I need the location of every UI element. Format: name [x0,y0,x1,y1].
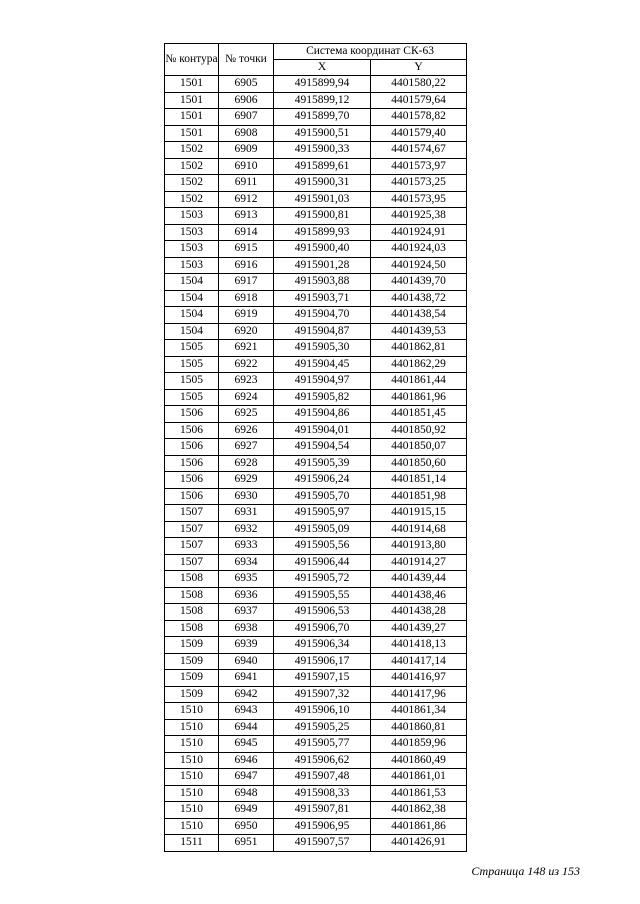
cell-y: 4401861,86 [371,818,467,835]
cell-x: 4915906,53 [274,604,371,621]
table-row [165,455,467,472]
cell-y: 4401573,25 [371,175,467,192]
cell-contour: 1502 [165,142,219,159]
cell-point: 6931 [219,505,274,522]
cell-contour: 1507 [165,505,219,522]
cell-point: 6919 [219,307,274,324]
table-row [165,241,467,258]
table-row [165,505,467,522]
cell-point: 6938 [219,620,274,637]
cell-point: 6906 [219,92,274,109]
table-row [165,356,467,373]
cell-x: 4915905,82 [274,389,371,406]
cell-y: 4401574,67 [371,142,467,159]
cell-x: 4915906,34 [274,637,371,654]
cell-y: 4401426,91 [371,835,467,852]
cell-contour: 1507 [165,521,219,538]
cell-x: 4915905,55 [274,587,371,604]
cell-contour: 1510 [165,785,219,802]
cell-x: 4915900,40 [274,241,371,258]
cell-point: 6950 [219,818,274,835]
cell-x: 4915899,70 [274,109,371,126]
cell-x: 4915900,51 [274,125,371,142]
cell-point: 6913 [219,208,274,225]
cell-point: 6911 [219,175,274,192]
cell-point: 6908 [219,125,274,142]
cell-x: 4915907,32 [274,686,371,703]
cell-contour: 1509 [165,670,219,687]
cell-contour: 1501 [165,76,219,93]
table-row [165,109,467,126]
cell-y: 4401914,68 [371,521,467,538]
cell-x: 4915906,17 [274,653,371,670]
table-row [165,406,467,423]
cell-point: 6905 [219,76,274,93]
cell-point: 6933 [219,538,274,555]
cell-y: 4401925,38 [371,208,467,225]
cell-x: 4915907,57 [274,835,371,852]
cell-x: 4915904,54 [274,439,371,456]
cell-point: 6949 [219,802,274,819]
table-row [165,373,467,390]
cell-y: 4401862,38 [371,802,467,819]
cell-x: 4915899,61 [274,158,371,175]
cell-y: 4401861,44 [371,373,467,390]
cell-point: 6942 [219,686,274,703]
cell-contour: 1510 [165,703,219,720]
cell-contour: 1501 [165,92,219,109]
cell-contour: 1510 [165,769,219,786]
cell-point: 6941 [219,670,274,687]
cell-y: 4401915,15 [371,505,467,522]
cell-y: 4401862,29 [371,356,467,373]
table-row [165,422,467,439]
cell-y: 4401913,80 [371,538,467,555]
cell-point: 6928 [219,455,274,472]
cell-y: 4401438,28 [371,604,467,621]
table-row [165,604,467,621]
cell-contour: 1510 [165,736,219,753]
table-row [165,785,467,802]
cell-contour: 1506 [165,406,219,423]
cell-point: 6935 [219,571,274,588]
cell-point: 6921 [219,340,274,357]
cell-x: 4915901,03 [274,191,371,208]
table-row [165,835,467,852]
table-header [165,44,467,76]
cell-contour: 1503 [165,208,219,225]
cell-contour: 1506 [165,488,219,505]
page-number: Страница 148 из 153 [471,864,580,878]
table-row [165,719,467,736]
cell-y: 4401418,13 [371,637,467,654]
cell-contour: 1508 [165,587,219,604]
cell-contour: 1506 [165,422,219,439]
table-row [165,142,467,159]
coordinates-table [164,43,467,852]
table-row [165,340,467,357]
cell-point: 6916 [219,257,274,274]
table-row [165,290,467,307]
cell-y: 4401850,92 [371,422,467,439]
cell-y: 4401924,50 [371,257,467,274]
table-row [165,703,467,720]
cell-x: 4915906,44 [274,554,371,571]
cell-x: 4915904,45 [274,356,371,373]
cell-point: 6929 [219,472,274,489]
cell-x: 4915907,81 [274,802,371,819]
table-row [165,274,467,291]
table-row [165,257,467,274]
table-row [165,472,467,489]
table-row [165,587,467,604]
cell-y: 4401573,95 [371,191,467,208]
cell-y: 4401851,45 [371,406,467,423]
cell-point: 6932 [219,521,274,538]
cell-y: 4401417,96 [371,686,467,703]
cell-y: 4401861,34 [371,703,467,720]
table-row [165,620,467,637]
table-row [165,521,467,538]
cell-y: 4401850,07 [371,439,467,456]
cell-y: 4401861,01 [371,769,467,786]
cell-y: 4401579,64 [371,92,467,109]
cell-y: 4401580,22 [371,76,467,93]
cell-x: 4915908,33 [274,785,371,802]
cell-x: 4915906,10 [274,703,371,720]
cell-x: 4915905,30 [274,340,371,357]
cell-y: 4401439,53 [371,323,467,340]
table-row [165,769,467,786]
cell-y: 4401924,91 [371,224,467,241]
cell-point: 6926 [219,422,274,439]
cell-contour: 1502 [165,191,219,208]
cell-point: 6934 [219,554,274,571]
cell-contour: 1503 [165,241,219,258]
table-row [165,191,467,208]
cell-contour: 1505 [165,373,219,390]
cell-contour: 1507 [165,554,219,571]
cell-x: 4915905,25 [274,719,371,736]
cell-contour: 1506 [165,455,219,472]
header-contour: № контура [165,44,219,76]
cell-x: 4915899,93 [274,224,371,241]
cell-contour: 1505 [165,340,219,357]
cell-contour: 1510 [165,818,219,835]
table-row [165,538,467,555]
cell-x: 4915905,72 [274,571,371,588]
cell-contour: 1503 [165,224,219,241]
cell-x: 4915906,95 [274,818,371,835]
table-row [165,686,467,703]
cell-contour: 1510 [165,719,219,736]
cell-x: 4915905,56 [274,538,371,555]
cell-point: 6910 [219,158,274,175]
cell-y: 4401862,81 [371,340,467,357]
cell-contour: 1508 [165,620,219,637]
table-row [165,92,467,109]
cell-point: 6924 [219,389,274,406]
cell-point: 6920 [219,323,274,340]
cell-y: 4401851,98 [371,488,467,505]
cell-point: 6914 [219,224,274,241]
cell-point: 6923 [219,373,274,390]
cell-y: 4401579,40 [371,125,467,142]
cell-point: 6945 [219,736,274,753]
cell-point: 6943 [219,703,274,720]
cell-point: 6951 [219,835,274,852]
cell-x: 4915905,97 [274,505,371,522]
cell-contour: 1503 [165,257,219,274]
cell-point: 6937 [219,604,274,621]
cell-x: 4915900,31 [274,175,371,192]
cell-point: 6946 [219,752,274,769]
cell-x: 4915904,87 [274,323,371,340]
cell-point: 6944 [219,719,274,736]
cell-y: 4401573,97 [371,158,467,175]
table-row [165,158,467,175]
cell-y: 4401438,46 [371,587,467,604]
cell-y: 4401439,27 [371,620,467,637]
cell-contour: 1509 [165,686,219,703]
table-row [165,389,467,406]
header-x: X [274,60,371,76]
cell-y: 4401438,72 [371,290,467,307]
cell-contour: 1504 [165,307,219,324]
cell-point: 6915 [219,241,274,258]
cell-point: 6918 [219,290,274,307]
cell-contour: 1511 [165,835,219,852]
cell-contour: 1502 [165,158,219,175]
cell-x: 4915905,77 [274,736,371,753]
cell-contour: 1506 [165,439,219,456]
cell-contour: 1501 [165,109,219,126]
cell-x: 4915906,24 [274,472,371,489]
cell-x: 4915903,88 [274,274,371,291]
cell-point: 6930 [219,488,274,505]
cell-point: 6940 [219,653,274,670]
cell-contour: 1508 [165,571,219,588]
table-row [165,736,467,753]
cell-point: 6909 [219,142,274,159]
cell-x: 4915907,15 [274,670,371,687]
table-row [165,653,467,670]
cell-y: 4401438,54 [371,307,467,324]
cell-y: 4401860,49 [371,752,467,769]
cell-x: 4915905,39 [274,455,371,472]
table-row [165,307,467,324]
table-row [165,752,467,769]
table-row [165,208,467,225]
cell-point: 6917 [219,274,274,291]
cell-x: 4915904,01 [274,422,371,439]
cell-x: 4915905,09 [274,521,371,538]
cell-contour: 1507 [165,538,219,555]
cell-point: 6912 [219,191,274,208]
table-row [165,802,467,819]
header-coordinate-system: Система координат СК-63 [274,44,467,60]
cell-point: 6948 [219,785,274,802]
cell-x: 4915906,62 [274,752,371,769]
cell-contour: 1506 [165,472,219,489]
cell-x: 4915904,86 [274,406,371,423]
cell-contour: 1505 [165,389,219,406]
cell-contour: 1501 [165,125,219,142]
table-row [165,323,467,340]
cell-point: 6939 [219,637,274,654]
cell-point: 6936 [219,587,274,604]
cell-y: 4401850,60 [371,455,467,472]
header-point: № точки [219,44,274,76]
cell-x: 4915905,70 [274,488,371,505]
cell-x: 4915899,94 [274,76,371,93]
cell-x: 4915901,28 [274,257,371,274]
cell-x: 4915903,71 [274,290,371,307]
cell-y: 4401439,70 [371,274,467,291]
cell-x: 4915904,70 [274,307,371,324]
table-row [165,439,467,456]
table-row [165,670,467,687]
table-row [165,554,467,571]
table-row [165,818,467,835]
cell-y: 4401860,81 [371,719,467,736]
header-y: Y [371,60,467,76]
table-row [165,571,467,588]
cell-contour: 1504 [165,323,219,340]
cell-x: 4915899,12 [274,92,371,109]
cell-y: 4401924,03 [371,241,467,258]
cell-y: 4401416,97 [371,670,467,687]
cell-point: 6947 [219,769,274,786]
cell-x: 4915907,48 [274,769,371,786]
cell-x: 4915900,81 [274,208,371,225]
cell-contour: 1510 [165,752,219,769]
cell-contour: 1504 [165,290,219,307]
cell-y: 4401578,82 [371,109,467,126]
table-row [165,76,467,93]
cell-x: 4915906,70 [274,620,371,637]
cell-point: 6907 [219,109,274,126]
table-row [165,175,467,192]
cell-point: 6922 [219,356,274,373]
cell-x: 4915900,33 [274,142,371,159]
cell-y: 4401851,14 [371,472,467,489]
cell-contour: 1502 [165,175,219,192]
cell-y: 4401861,96 [371,389,467,406]
cell-x: 4915904,97 [274,373,371,390]
cell-point: 6927 [219,439,274,456]
cell-y: 4401859,96 [371,736,467,753]
cell-point: 6925 [219,406,274,423]
cell-y: 4401914,27 [371,554,467,571]
cell-contour: 1509 [165,653,219,670]
table-row [165,488,467,505]
cell-y: 4401439,44 [371,571,467,588]
table-body [165,76,467,852]
cell-contour: 1505 [165,356,219,373]
table-row [165,637,467,654]
cell-contour: 1508 [165,604,219,621]
cell-contour: 1509 [165,637,219,654]
cell-y: 4401417,14 [371,653,467,670]
cell-y: 4401861,53 [371,785,467,802]
table-row [165,125,467,142]
cell-contour: 1510 [165,802,219,819]
cell-contour: 1504 [165,274,219,291]
table-row [165,224,467,241]
